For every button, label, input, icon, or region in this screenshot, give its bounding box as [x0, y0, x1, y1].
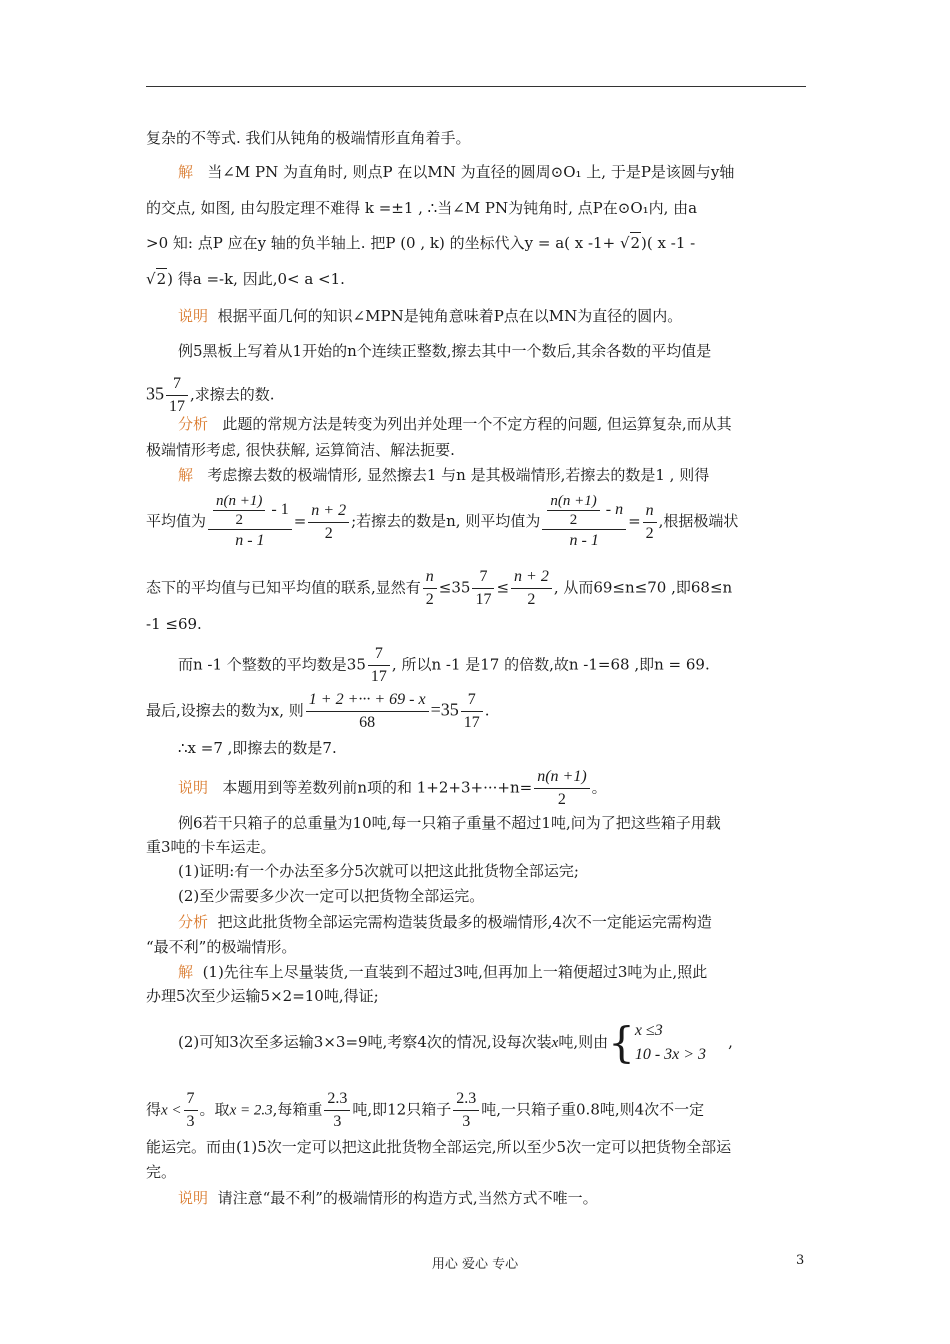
line-19: 例6若干只箱子的总重量为10吨,每一只箱子重量不超过1吨,问为了把这些箱子用载 — [178, 814, 721, 832]
label-note: 说明 — [178, 778, 209, 797]
arithmetic-sum-formula: $\frac{n(n +1)}{2}$ — [534, 766, 589, 811]
fraction-7-3: $\frac{7}{3}$ — [184, 1088, 198, 1133]
line-29: 能运完。而由(1)5次一定可以把这此批货物全部运完,所以至少5次一定可以把货物全部运 — [146, 1138, 732, 1156]
line-14: -1 ≤69. — [146, 615, 202, 633]
fraction-7-17: $\frac{7}{17}$ — [472, 566, 494, 611]
label-solution: 解 — [178, 466, 194, 484]
fraction-2-3-over-3: $\frac{2.3}{3}$ — [453, 1088, 479, 1133]
line-23: 分析 把这此批货物全部运完需构造装货最多的极端情形,4次不一定能运完需构造 — [178, 913, 712, 931]
line-6: 说明 根据平面几何的知识∠MPN是钝角意味着P点在以MN为直径的圆内。 — [178, 307, 683, 325]
fraction-2-3-over-3: $\frac{2.3}{3}$ — [324, 1088, 350, 1133]
average-remove-1: $\frac{n(n +1)}{2}$ - 1 n - 1 — [208, 492, 292, 552]
line-30: 完。 — [146, 1163, 177, 1181]
line-11: 解 考虑擦去数的极端情形, 显然擦去1 与n 是其极端情形,若擦去的数是1 , 则得 — [178, 466, 710, 484]
label-analysis: 分析 — [178, 913, 209, 931]
label-note: 说明 — [178, 307, 209, 325]
line-21: (1)证明:有一个办法至多分5次就可以把这此批货物全部运完; — [178, 862, 579, 880]
line-20: 重3吨的卡车运走。 — [146, 838, 276, 856]
label-note: 说明 — [178, 1189, 209, 1207]
line-27: (2)可知3次至多运输3×3=9吨,考察4次的情况,设每次装x吨,则由{ x ≤3 10 - 3x > 3 , — [178, 1018, 733, 1067]
line-16: 最后,设擦去的数为x, 则 $\frac{1 + 2 +\cdot\cdot\cdot + 69 - x}{68}$ =35 $\frac{7}{17}$ . — [146, 689, 806, 734]
line-4: >0 知: 点P 应在y 轴的负半轴上. 把P (0 , k) 的坐标代入y = a( x -1+ √2)( x -1 - — [146, 234, 696, 252]
line-2: 解 当∠M PN 为直角时, 则点P 在以MN 为直径的圆周⊙O₁ 上, 于是P是该圆与y轴 — [178, 163, 735, 181]
fraction-7-17: $\frac{7}{17}$ — [166, 373, 188, 418]
line-28: 得x < $\frac{7}{3}$ 。取x = 2.3,每箱重 $\frac{2.3}{3}$ 吨,即12只箱子 $\frac{2.3}{3}$ 吨,一只箱子重0.8吨,则4次不一定 — [146, 1088, 806, 1133]
line-1: 复杂的不等式. 我们从钝角的极端情形直角着手。 — [146, 129, 471, 147]
page-number: 3 — [796, 1253, 805, 1268]
line-9: 分析 此题的常规方法是转变为列出并处理一个不定方程的问题, 但运算复杂,而从其 — [178, 415, 732, 433]
line-12: 平均值为 $\frac{n(n +1)}{2}$ - 1 n - 1 = $\frac{n + 2}{2}$ ;若擦去的数是n, 则平均值为 $\frac{n(n +1)}{2}$ - n n - 1 = $\frac{n}{2}$ ,根据极端状 — [146, 492, 806, 552]
fraction-n-plus-2-over-2: $\frac{n + 2}{2}$ — [308, 500, 349, 545]
line-31: 说明 请注意“最不利”的极端情形的构造方式,当然方式不唯一。 — [178, 1189, 598, 1207]
inequality-system: x ≤3 10 - 3x > 3 — [634, 1022, 707, 1063]
fraction-n-over-2: $\frac{n}{2}$ — [643, 500, 657, 545]
fraction-sum-over-68: $\frac{1 + 2 +\cdot\cdot\cdot + 69 - x}{68}$ — [306, 689, 429, 734]
average-remove-n: $\frac{n(n +1)}{2}$ - n n - 1 — [542, 492, 626, 552]
line-7: 例5黑板上写着从1开始的n个连续正整数,擦去其中一个数后,其余各数的平均值是 — [178, 342, 712, 360]
line-10: 极端情形考虑, 很快获解, 运算简洁、解法扼要. — [146, 441, 455, 459]
line-24: “最不利”的极端情形。 — [146, 938, 297, 956]
label-solution: 解 — [178, 163, 194, 181]
line-25: 解 (1)先往车上尽量装货,一直装到不超过3吨,但再加上一箱便超过3吨为止,照此 — [178, 963, 708, 981]
label-analysis: 分析 — [178, 415, 209, 433]
line-13: 态下的平均值与已知平均值的联系,显然有 $\frac{n}{2}$ ≤35 $\frac{7}{17}$ ≤ $\frac{n + 2}{2}$ , 从而69≤n≤70 ,即68≤n — [146, 566, 806, 611]
fraction-7-17: $\frac{7}{17}$ — [461, 689, 483, 734]
line-22: (2)至少需要多少次一定可以把货物全部运完。 — [178, 887, 485, 905]
line-15: 而n -1 个整数的平均数是35 $\frac{7}{17}$ , 所以n -1 是17 的倍数,故n -1=68 ,即n = 69. — [178, 643, 806, 688]
line-17: ∴x =7 ,即擦去的数是7. — [178, 739, 337, 757]
fraction-7-17: $\frac{7}{17}$ — [368, 643, 390, 688]
line-18: 说明 本题用到等差数列前n项的和 1+2+3+···+n= $\frac{n(n +1)}{2}$ 。 — [178, 766, 806, 811]
label-solution: 解 — [178, 963, 194, 981]
line-5: √2) 得a =-k, 因此,0< a <1. — [146, 270, 345, 288]
fraction-n-over-2: $\frac{n}{2}$ — [423, 566, 437, 611]
footer-slogan: 用心 爱心 专心 — [431, 1257, 519, 1272]
line-8: 35 $\frac{7}{17}$ ,求擦去的数. — [146, 373, 806, 418]
header-rule — [146, 86, 806, 87]
fraction-n-plus-2-over-2: $\frac{n + 2}{2}$ — [511, 566, 552, 611]
line-3: 的交点, 如图, 由勾股定理不难得 k =±1 , ∴当∠M PN为钝角时, 点P在⊙O₁内, 由a — [146, 199, 698, 217]
line-26: 办理5次至少运输5×2=10吨,得证; — [146, 987, 379, 1005]
